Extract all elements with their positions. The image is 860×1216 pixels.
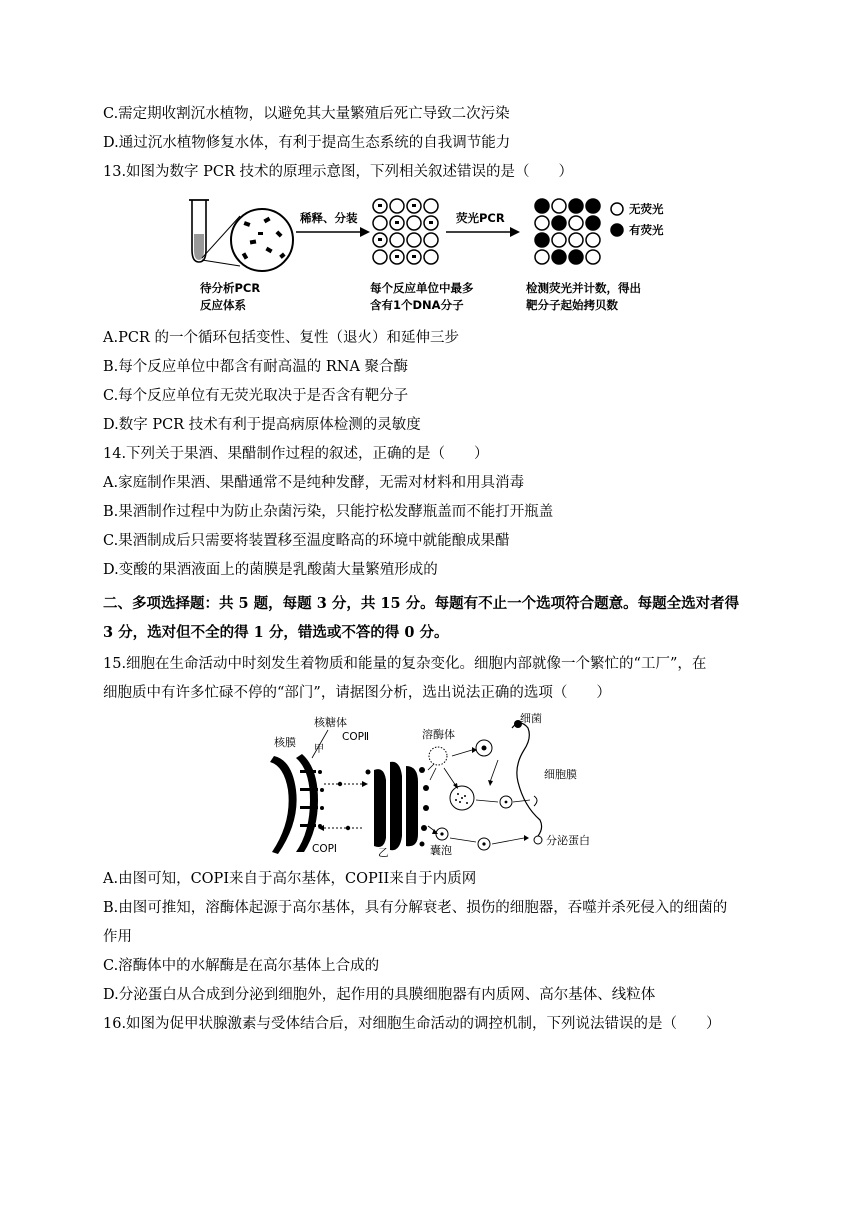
label-nuclear-membrane: 核膜 xyxy=(274,736,296,749)
golgi-icon xyxy=(366,762,430,850)
q14-option-d: D.变酸的果酒液面上的菌膜是乳酸菌大量繁殖形成的 xyxy=(103,562,438,578)
q14-option-c: C.果酒制成后只需要将装置移至温度略高的环境中就能酿成果醋 xyxy=(103,533,510,549)
q15-option-b-line1: B.由图可推知，溶酶体起源于高尔基体，具有分解衰老、损伤的细胞器，吞噬并杀死侵入的细菌的 xyxy=(103,900,728,916)
label-copii: COPⅡ xyxy=(342,731,370,743)
legend-no-fluor-label: 无荧光 xyxy=(629,202,664,216)
q13-option-a: A.PCR 的一个循环包括变性、复性（退火）和延伸三步 xyxy=(103,330,459,346)
step1-label-2: 反应体系 xyxy=(200,298,246,312)
q13-option-b: B.每个反应单位中都含有耐高温的 RNA 聚合酶 xyxy=(103,359,409,375)
q12-option-d: D.通过沉水植物修复水体，有利于提高生态系统的自我调节能力 xyxy=(103,135,511,151)
label-ribosome: 核糖体 xyxy=(314,716,347,729)
arrow-2-label: 荧光PCR xyxy=(456,211,505,225)
digital-pcr-diagram xyxy=(180,188,720,318)
lysosome-icon xyxy=(429,747,447,765)
section-2-heading-line1: 二、多项选择题：共 5 题，每题 3 分，共 15 分。每题有不止一个选项符合题意。每题全选对者得 xyxy=(103,595,740,612)
cell-organelle-diagram xyxy=(262,710,612,860)
magnified-reaction-icon xyxy=(231,209,293,271)
legend-fluor-label: 有荧光 xyxy=(629,223,664,237)
step2-label-1: 每个反应单位中最多 xyxy=(370,281,474,295)
arrow-1-icon xyxy=(360,227,370,237)
q14-stem: 14.下列关于果酒、果醋制作过程的叙述，正确的是（ ） xyxy=(103,446,489,462)
step2-label-2: 含有1个DNA分子 xyxy=(370,298,464,312)
label-yi: 乙 xyxy=(378,847,389,859)
well-grid-2 xyxy=(535,199,600,264)
well-grid-1 xyxy=(373,199,438,264)
section-2-heading-line2: 3 分，选对但不全的得 1 分，错选或不答的得 0 分。 xyxy=(103,624,449,641)
q12-option-c: C.需定期收割沉水植物，以避免其大量繁殖后死亡导致二次污染 xyxy=(103,106,510,122)
step3-label-1: 检测荧光并计数，得出 xyxy=(526,281,641,295)
legend-no-fluor-icon xyxy=(611,203,623,215)
q15-option-b-line2: 作用 xyxy=(103,929,132,945)
q15-stem-line1: 15.细胞在生命活动中时刻发生着物质和能量的复杂变化。细胞内部就像一个繁忙的“工厂”，在 xyxy=(103,656,707,672)
arrow-1-label: 稀释、分装 xyxy=(300,211,358,225)
q15-option-a: A.由图可知，COPI来自于高尔基体，COPII来自于内质网 xyxy=(103,871,477,887)
cell-membrane-icon xyxy=(512,723,542,836)
label-lysosome: 溶酶体 xyxy=(422,728,455,741)
label-copi: COPⅠ xyxy=(312,843,338,855)
label-jia: 甲 xyxy=(314,744,324,755)
q15-option-c: C.溶酶体中的水解酶是在高尔基体上合成的 xyxy=(103,958,380,974)
step3-label-2: 靶分子起始拷贝数 xyxy=(526,298,618,312)
q13-option-c: C.每个反应单位有无荧光取决于是否含有靶分子 xyxy=(103,388,409,404)
label-secretory-protein: 分泌蛋白 xyxy=(546,834,590,847)
label-bacteria: 细菌 xyxy=(520,712,542,725)
legend-fluor-icon xyxy=(611,224,623,236)
test-tube-icon xyxy=(189,200,209,262)
step1-label-1: 待分析PCR xyxy=(200,281,261,295)
q13-stem: 13.如图为数字 PCR 技术的原理示意图，下列相关叙述错误的是（ ） xyxy=(103,164,574,180)
q16-stem: 16.如图为促甲状腺激素与受体结合后，对细胞生命活动的调控机制，下列说法错误的是（ ） xyxy=(103,1016,721,1032)
label-vesicle: 囊泡 xyxy=(430,844,452,857)
q15-stem-line2: 细胞质中有许多忙碌不停的“部门”，请据图分析，选出说法正确的选项（ ） xyxy=(103,685,611,701)
arrow-2-icon xyxy=(510,227,520,237)
nuclear-membrane-icon xyxy=(270,754,324,854)
label-cell-membrane: 细胞膜 xyxy=(544,768,577,781)
q14-option-a: A.家庭制作果酒、果醋通常不是纯种发酵，无需对材料和用具消毒 xyxy=(103,475,525,491)
q14-option-b: B.果酒制作过程中为防止杂菌污染，只能拧松发酵瓶盖而不能打开瓶盖 xyxy=(103,504,554,520)
q15-option-d: D.分泌蛋白从合成到分泌到细胞外，起作用的具膜细胞器有内质网、高尔基体、线粒体 xyxy=(103,987,656,1003)
q13-option-d: D.数字 PCR 技术有利于提高病原体检测的灵敏度 xyxy=(103,417,421,433)
